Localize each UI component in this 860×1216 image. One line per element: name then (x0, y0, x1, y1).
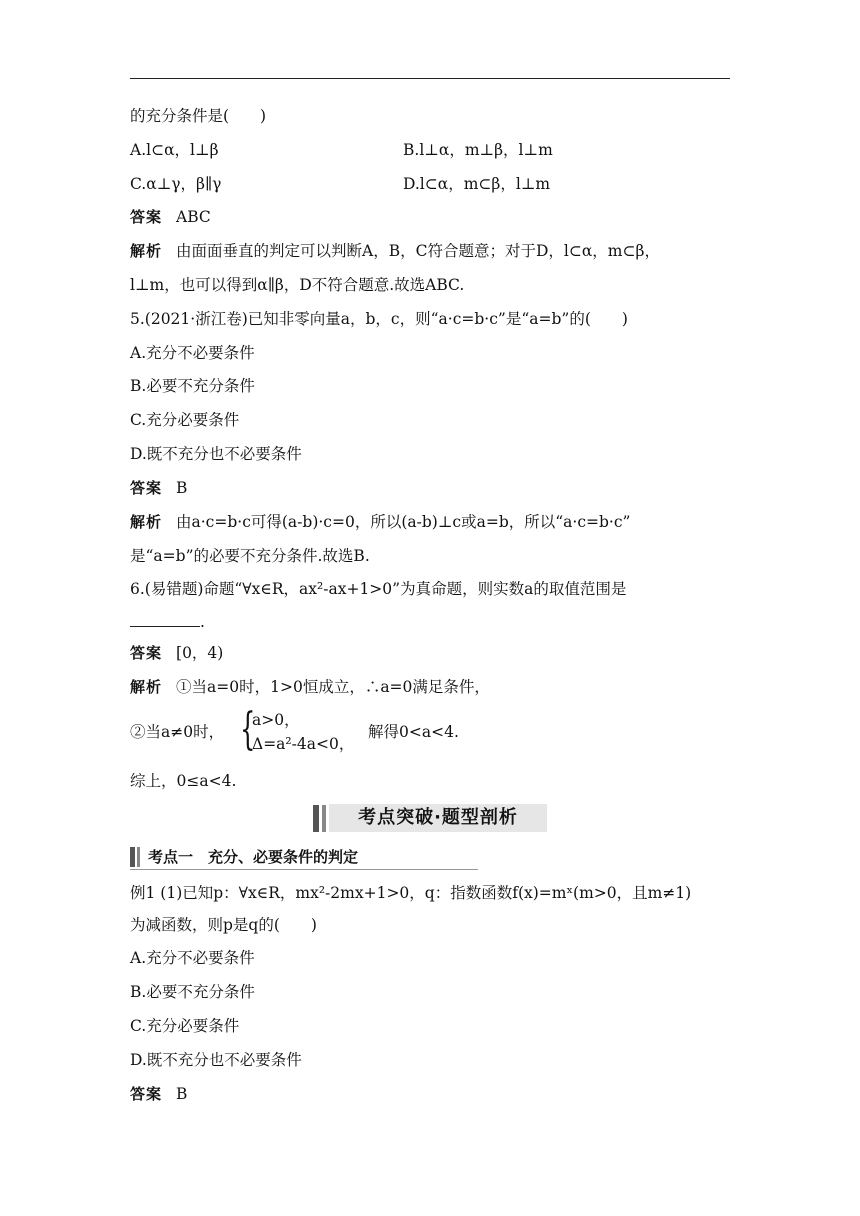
q6-stem: 6.(易错题)命题“∀x∈R，ax²-ax+1>0”为真命题，则实数a的取值范围是 (130, 580, 627, 598)
answer-label: 答案 (130, 1085, 163, 1103)
system-row-2: Δ=a²-4a<0， (252, 735, 355, 753)
q5-option-d: D.既不充分也不必要条件 (130, 445, 302, 463)
q6-answer (130, 643, 223, 663)
ex1-option-a: A.充分不必要条件 (130, 949, 255, 967)
q5-analysis-2: 是“a=b”的必要不充分条件.故选B. (130, 547, 370, 565)
ex1-option-b: B.必要不充分条件 (130, 983, 255, 1001)
q5-analysis-1: 解析 由a·c=b·c可得(a-b)·c=0，所以(a-b)⊥c或a=b，所以“a·c=b·c” (130, 513, 631, 531)
q4-option-b: B.l⊥α，m⊥β，l⊥m (403, 141, 553, 159)
analysis-label: 解析 (130, 678, 163, 696)
q4-option-d: D.l⊂α，m⊂β，l⊥m (403, 175, 551, 193)
system-row-1: a>0， (252, 711, 300, 729)
section-title: 考点一 充分、必要条件的判定 (148, 848, 359, 866)
q5-option-c: C.充分必要条件 (130, 411, 240, 429)
section-mark (130, 847, 135, 867)
q5-option-a: A.充分不必要条件 (130, 344, 255, 362)
analysis-label: 解析 (130, 242, 163, 260)
q5-answer (130, 478, 187, 498)
banner-bar (313, 805, 319, 832)
q4-option-c: C.α⊥γ，β∥γ (130, 175, 222, 193)
section-heading (130, 845, 480, 869)
answer-value: ABC (176, 208, 211, 226)
top-rule (130, 78, 730, 79)
q6-blank-line: . (130, 610, 205, 632)
q4-answer (130, 207, 211, 227)
q4-analysis-2: l⊥m，也可以得到α∥β，D不符合题意.故选ABC. (130, 276, 465, 294)
section-underline (130, 869, 478, 870)
q4-stem-tail: 的充分条件是( ) (130, 107, 267, 125)
ex1-option-c: C.充分必要条件 (130, 1017, 240, 1035)
ex1-stem-2: 为减函数，则p是q的( ) (130, 916, 317, 934)
ex1-stem-1: 例1 (1)已知p：∀x∈R，mx²-2mx+1>0，q：指数函数f(x)=mˣ(m>0，且m≠1) (130, 884, 692, 902)
left-brace: { (240, 704, 256, 755)
q5-stem: 5.(2021·浙江卷)已知非零向量a，b，c，则“a·c=b·c”是“a=b”的( ) (130, 310, 628, 328)
analysis-label: 解析 (130, 513, 163, 531)
answer-blank (130, 610, 200, 627)
answer-label: 答案 (130, 479, 163, 497)
answer-label: 答案 (130, 208, 163, 226)
ex1-option-d: D.既不充分也不必要条件 (130, 1051, 302, 1069)
banner-title: 考点突破·题型剖析 (329, 804, 547, 832)
banner-bar (322, 805, 326, 832)
section-mark (137, 847, 140, 867)
answer-value: B (176, 479, 188, 497)
q4-analysis-1: 解析 由面面垂直的判定可以判断A，B，C符合题意；对于D，l⊂α，m⊂β， (130, 242, 660, 260)
q6-summary: 综上，0≤a<4. (130, 772, 237, 790)
answer-value: B (176, 1085, 188, 1103)
answer-label: 答案 (130, 644, 163, 662)
section-banner (313, 802, 547, 834)
q4-option-a: A.l⊂α，l⊥β (130, 141, 219, 159)
answer-value: [0，4) (176, 644, 224, 662)
q6-analysis-1: 解析 ①当a=0时，1>0恒成立，∴a=0满足条件， (130, 678, 490, 696)
ex1-answer (130, 1084, 187, 1104)
q5-option-b: B.必要不充分条件 (130, 377, 255, 395)
